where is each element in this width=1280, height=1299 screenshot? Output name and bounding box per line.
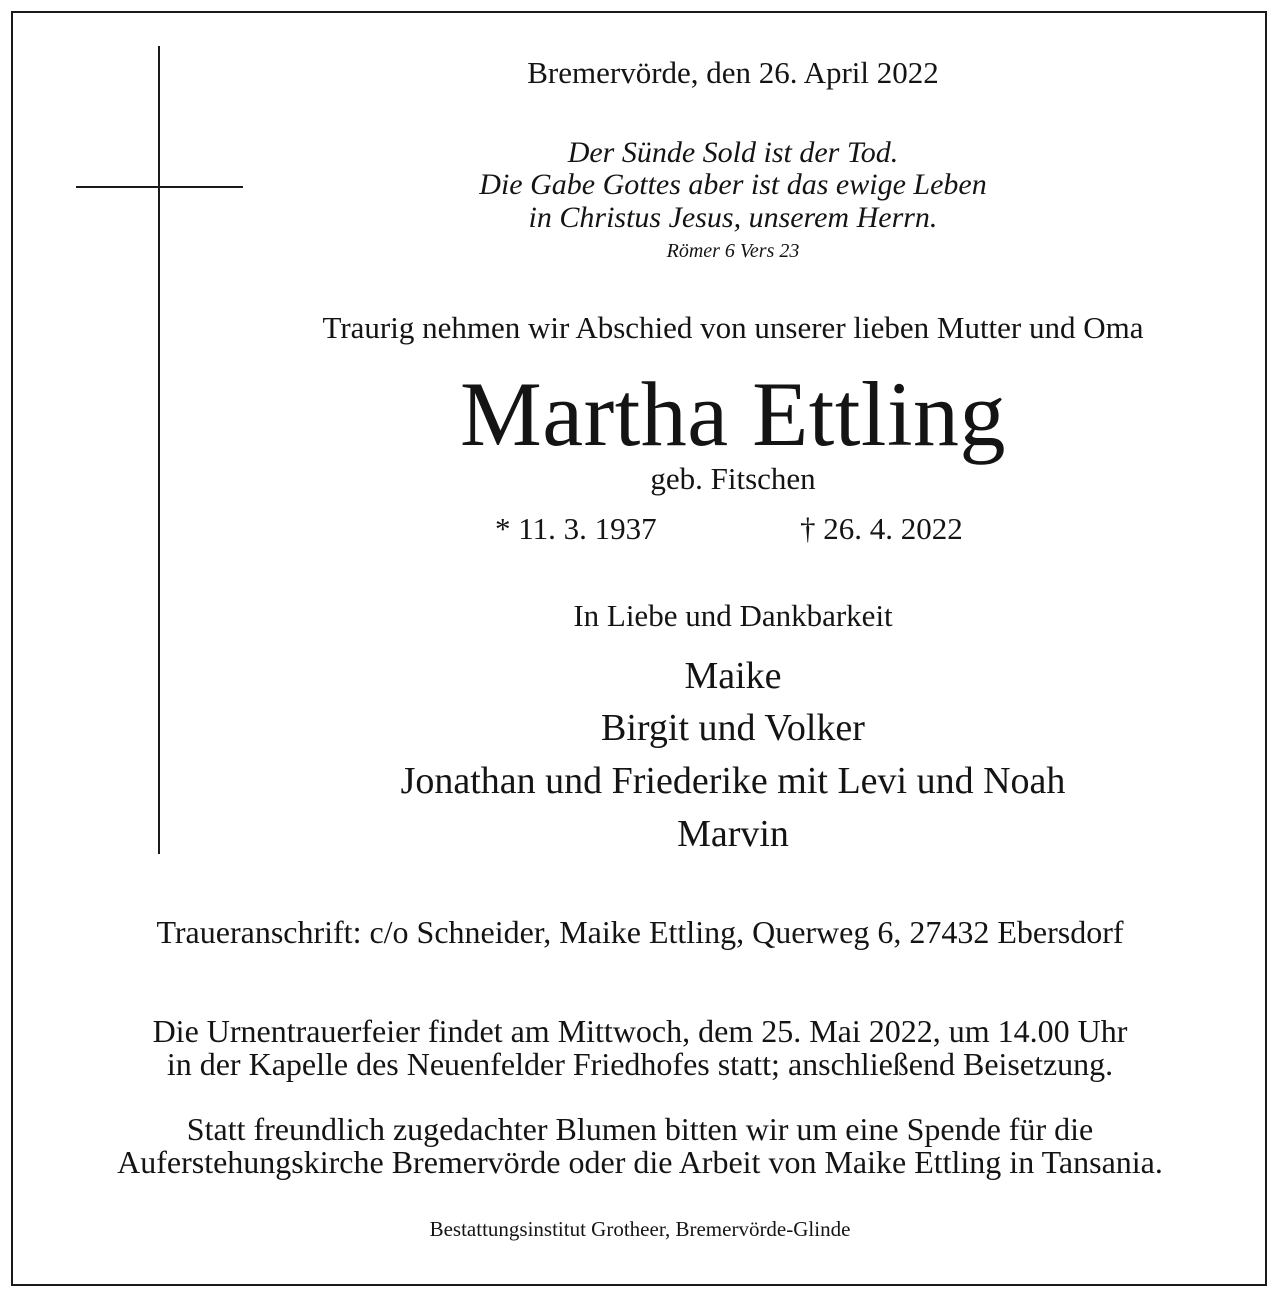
ceremony-line: Die Urnentrauerfeier findet am Mittwoch, dem 25. Mai 2022, um 14.00 Uhr: [152, 1013, 1128, 1049]
death-date: † 26. 4. 2022: [800, 511, 963, 546]
mourner-name: Birgit und Volker: [601, 707, 865, 749]
verse-reference: Römer 6 Vers 23: [666, 240, 800, 262]
donation-line: Auferstehungskirche Bremervörde oder die Arbeit von Maike Ettling in Tansania.: [117, 1144, 1163, 1180]
mourner-name: Jonathan und Friederike mit Levi und Noah: [400, 760, 1066, 802]
maiden-name: geb. Fitschen: [650, 461, 816, 496]
verse-line: in Christus Jesus, unserem Herrn.: [528, 201, 938, 234]
mourning-address: Traueranschrift: c/o Schneider, Maike Ettling, Querweg 6, 27432 Ebersdorf: [156, 914, 1124, 950]
verse-line: Der Sünde Sold ist der Tod.: [567, 136, 899, 169]
ceremony-line: in der Kapelle des Neuenfelder Friedhofes statt; anschließend Beisetzung.: [166, 1046, 1114, 1082]
thanks-line: In Liebe und Dankbarkeit: [573, 598, 893, 633]
farewell-intro: Traurig nehmen wir Abschied von unserer lieben Mutter und Oma: [322, 310, 1144, 345]
verse-line: Die Gabe Gottes aber ist das ewige Leben: [479, 168, 987, 201]
birth-date: * 11. 3. 1937: [495, 511, 657, 546]
donation-line: Statt freundlich zugedachter Blumen bitten wir um eine Spende für die: [186, 1111, 1094, 1147]
date-place: Bremervörde, den 26. April 2022: [527, 55, 939, 90]
deceased-name: Martha Ettling: [459, 363, 1007, 465]
mourner-name: Maike: [684, 655, 782, 697]
mourner-name: Marvin: [677, 813, 789, 855]
undertaker: Bestattungsinstitut Grotheer, Bremervörde-Glinde: [429, 1217, 851, 1241]
